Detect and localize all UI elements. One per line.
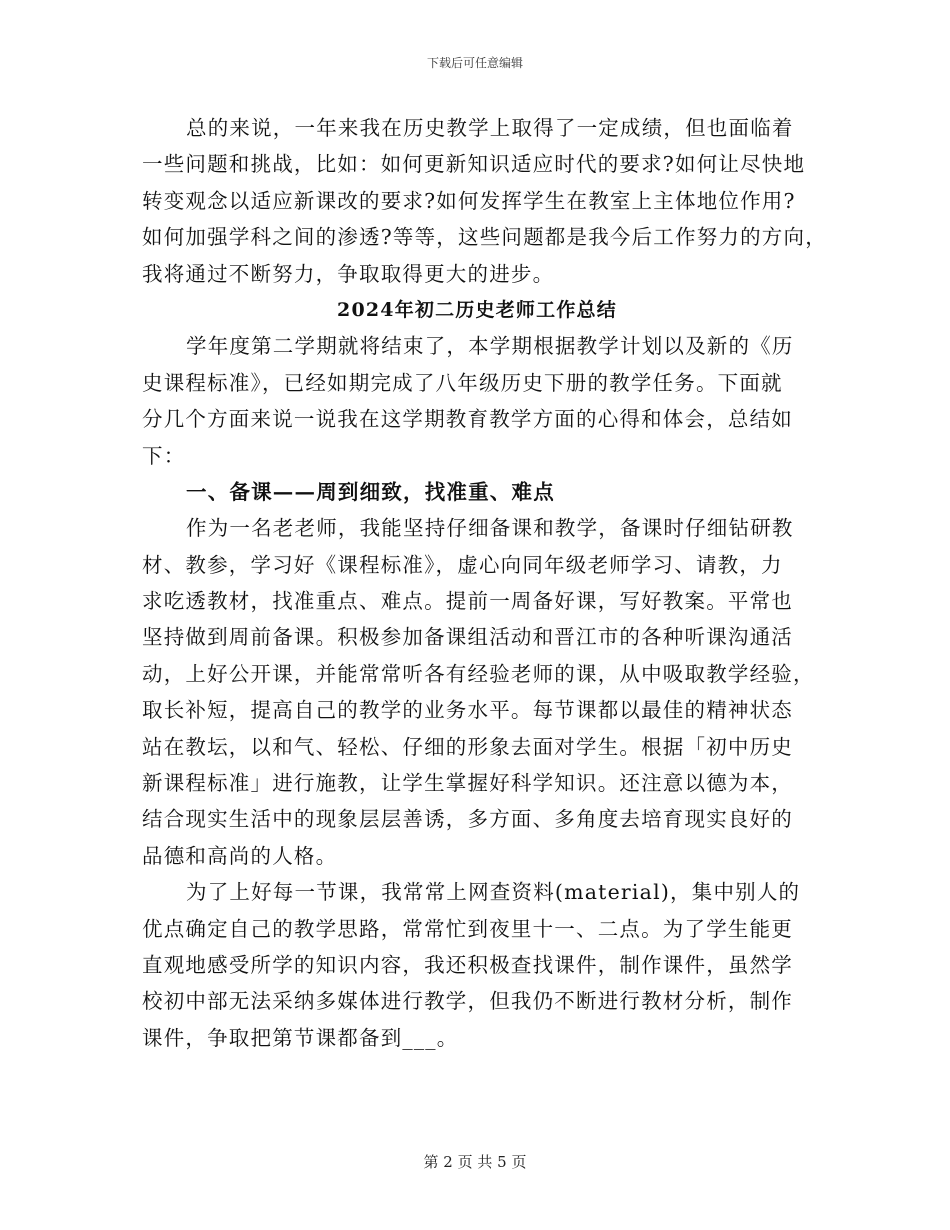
text-line: 校初中部无法采纳多媒体进行教学，但我仍不断进行教材分析，制作 [142,989,793,1014]
document-body [142,110,827,1056]
text-line: 学年度第二学期就将结束了，本学期根据教学计划以及新的《历 [186,334,794,359]
text-line: 动，上好公开课，并能常常听各有经验老师的课，从中吸取教学经验， [142,661,815,686]
text-line: 为了上好每一节课，我常常上网查资料(material)，集中别人的 [186,880,801,905]
text-line: 课件，争取把第节课都备到___。 [142,1025,459,1050]
text-line: 我将通过不断努力，争取取得更大的进步。 [142,261,555,286]
text-line: 直观地感受所学的知识内容，我还积极查找课件，制作课件，虽然学 [142,952,793,977]
section-heading: 一、备课——周到细致，找准重、难点 [186,479,555,504]
text-line: 坚持做到周前备课。积极参加备课组活动和晋江市的各种听课沟通活 [142,625,793,650]
paragraph-intro [142,328,802,474]
text-line: 取长补短，提高自己的教学的业务水平。每节课都以最佳的精神状态 [142,698,793,723]
text-line: 作为一名老老师，我能坚持仔细备课和教学，备课时仔细钻研教 [186,516,794,541]
text-line: 下： [142,443,186,468]
page-number: 第 2 页 共 5 页 [423,1153,527,1171]
text-line: 站在教坛，以和气、轻松、仔细的形象去面对学生。根据「初中历史 [142,734,793,759]
page-header: 下载后可任意编辑 [426,56,523,70]
text-line: 一些问题和挑战，比如：如何更新知识适应时代的要求?如何让尽快地 [142,152,806,177]
paragraph-lesson-prep [142,510,815,874]
text-line: 转变观念以适应新课改的要求?如何发挥学生在教室上主体地位作用? [142,188,796,213]
text-line: 求吃透教材，找准重点、难点。提前一周备好课，写好教案。平常也 [142,589,793,614]
text-line: 分几个方面来说一说我在这学期教育教学方面的心得和体会，总结如 [142,407,793,432]
text-line: 总的来说，一年来我在历史教学上取得了一定成绩，但也面临着 [186,116,794,140]
text-line: 结合现实生活中的现象层层善诱，多方面、多角度去培育现实良好的 [142,807,793,832]
paragraph-summary [142,110,827,292]
text-line: 新课程标准」进行施教，让学生掌握好科学知识。还注意以德为本， [142,771,793,796]
text-line: 史课程标准》，已经如期完成了八年级历史下册的教学任务。下面就 [142,370,783,395]
text-line: 优点确定自己的教学思路，常常忙到夜里十一、二点。为了学生能更 [142,916,793,941]
text-line: 品德和高尚的人格。 [142,843,338,868]
paragraph-courseware [142,874,802,1056]
text-line: 如何加强学科之间的渗透?等等，这些问题都是我今后工作努力的方向， [142,225,827,250]
document-title: 2024年初二历史老师工作总结 [337,298,617,321]
text-line: 材、教参，学习好《课程标准》，虚心向同年级老师学习、请教，力 [142,552,783,577]
